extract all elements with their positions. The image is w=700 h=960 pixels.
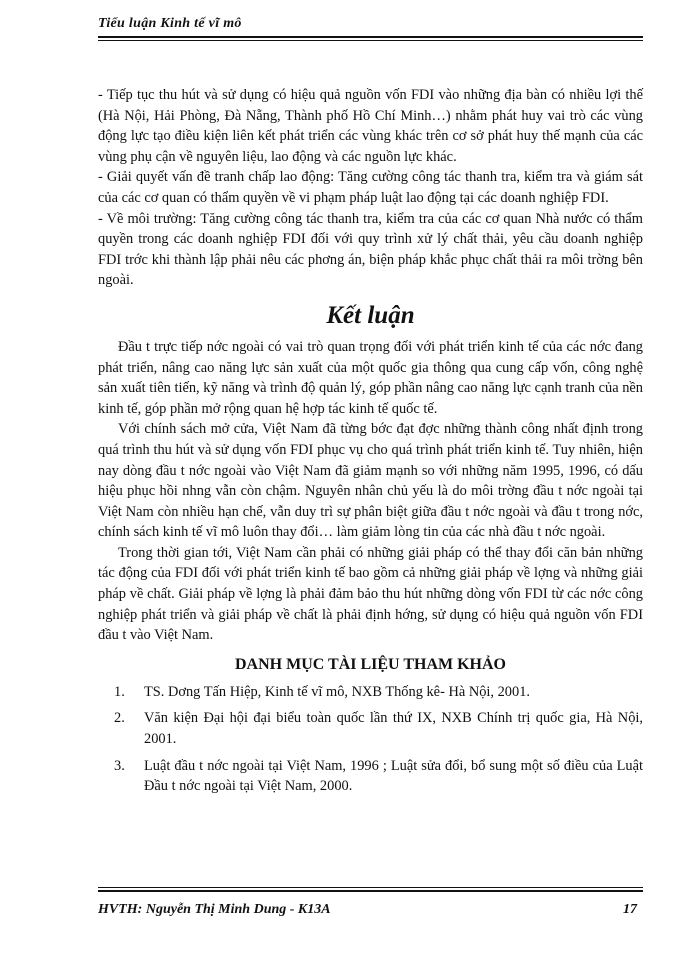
reference-number: 3. bbox=[114, 757, 125, 774]
page-content bbox=[98, 85, 643, 803]
reference-text: TS. Dơng Tấn Hiệp, Kinh tế vĩ mô, NXB Thống kê- Hà Nội, 2001. bbox=[144, 683, 530, 700]
references-title: DANH MỤC TÀI LIỆU THAM KHẢO bbox=[235, 655, 506, 673]
reference-item bbox=[98, 682, 643, 703]
footer-author: HVTH: Nguyễn Thị Minh Dung - K13A bbox=[98, 902, 331, 917]
conclusion-title: Kết luận bbox=[326, 301, 415, 329]
paragraph: - Giải quyết vấn đề tranh chấp lao động: Tăng cường công tác thanh tra, kiểm tra và giám sát của các cơ quan có thẩm quyền về vi phạm pháp luật lao động tại các doanh nghiệp FDI. bbox=[98, 169, 643, 206]
footer-rule bbox=[98, 887, 643, 892]
page-number: 17 bbox=[623, 902, 637, 917]
paragraph: - Về môi trường: Tăng cường công tác thanh tra, kiểm tra của các cơ quan Nhà nước có thẩm quyền trong các doanh nghiệp FDI đối với quy trình xử lý chất thải, yêu cầu doanh nghiệp FDI trớc khi thành lập phải nêu các phơng án, biện pháp khắc phục chất thải ra môi trờng bên ngoài. bbox=[98, 210, 643, 289]
reference-number: 1. bbox=[114, 683, 125, 700]
reference-item bbox=[98, 756, 643, 797]
conclusion-paragraph: Với chính sách mở cửa, Việt Nam đã từng bớc đạt đợc những thành công nhất định trong quá trình thu hút và sử dụng vốn FDI phục vụ cho quá trình phát triển kinh tế. Tuy nhiên, hiện nay dòng đầu t nớc ngoài vào Việt Nam đã giảm mạnh so với những năm 1995, 1996, có dấu hiệu phục hồi nhng vẫn còn chậm. Nguyên nhân chủ yếu là do môi trờng đầu t nớc ngoài tại Việt Nam còn nhiều hạn chế, vẫn duy trì sự phân biệt giữa đầu t nớc ngoài và đầu t trong nớc, chính sách kinh tế vĩ mô luôn thay đổi… làm giảm lòng tin của các nhà đầu t nớc ngoài. bbox=[98, 421, 643, 541]
reference-item bbox=[98, 708, 643, 749]
conclusion-paragraph: Đầu t trực tiếp nớc ngoài có vai trò quan trọng đối với phát triển kinh tế của các nớc đang phát triển, nâng cao năng lực sản xuất của một quốc gia thông qua cung cấp vốn, công nghệ sản xuất tiên tiến, kỹ năng và trình độ quản lý, góp phần nâng cao năng lực cạnh tranh của nền kinh tế, góp phần mở rộng quan hệ hợp tác kinh tế quốc tế. bbox=[98, 338, 643, 417]
references-list bbox=[98, 682, 643, 797]
reference-text: Luật đầu t nớc ngoài tại Việt Nam, 1996 ; Luật sửa đổi, bổ sung một số điều của Luật Đầu t nớc ngoài tại Việt Nam, 2000. bbox=[144, 757, 643, 795]
conclusion-paragraph: Trong thời gian tới, Việt Nam cần phải có những giải pháp có thể thay đổi căn bản những tác động của FDI đối với phát triển kinh tế bao gồm cả những giải pháp về lợng và những giải pháp về chất. Giải pháp về lợng là phải đảm bảo thu hút những dòng vốn FDI từ các nớc công nghiệp phát triển và giải pháp về chất là phải định hớng, sử dụng có hiệu quả nguồn vốn FDI đầu t vào Việt Nam. bbox=[98, 544, 643, 644]
paragraph: - Tiếp tục thu hút và sử dụng có hiệu quả nguồn vốn FDI vào những địa bàn có nhiều lợi thế (Hà Nội, Hải Phòng, Đà Nẵng, Thành phố Hồ Chí Minh…) nhằm phát huy vai trò các vùng động lực tạo điều kiện liên kết phát triển các vùng khác trên cơ sở phát huy thế mạnh của các vùng phụ cận về nguyên liệu, lao động và các nguồn lực khác. bbox=[98, 87, 643, 165]
footer bbox=[98, 902, 643, 918]
header-rule bbox=[98, 36, 643, 41]
reference-number: 2. bbox=[114, 710, 125, 727]
header-title: Tiểu luận Kinh tế vĩ mô bbox=[98, 16, 242, 31]
reference-text: Văn kiện Đại hội đại biểu toàn quốc lần thứ IX, NXB Chính trị quốc gia, Hà Nội, 2001. bbox=[144, 710, 643, 748]
